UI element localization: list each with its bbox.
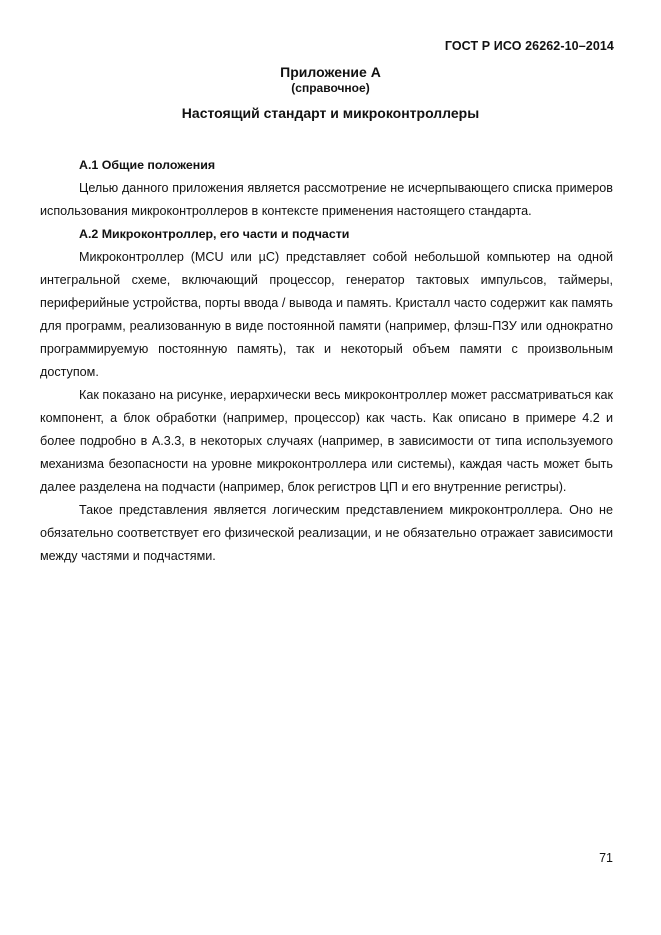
section-a1	[40, 154, 613, 223]
page-number: 71	[599, 851, 613, 865]
paragraph: Такое представления является логическим представлением микроконтроллера. Оно не обязательно соответствует его физической реализации, и не обязательно отражает зависимости между частями и подчастями.	[40, 503, 613, 563]
paragraph: Как показано на рисунке, иерархически весь микроконтроллер может рассматриваться как компонент, а блок обработки (например, процессор) как часть. Как описано в примере 4.2 и более подробно в А.3.3, в некоторых случаях (например, в зависимости от типа используемого механизма безопасности на уровне микроконтроллера или системы), каждая часть может быть далее разделена на подчасти (например, блок регистров ЦП и его внутренние регистры).	[40, 388, 613, 494]
section-title: А.2 Микроконтроллер, его части и подчасти	[79, 227, 350, 241]
section-title: А.1 Общие положения	[79, 158, 216, 172]
annex-title: Приложение А	[280, 64, 381, 80]
annex-heading: Настоящий стандарт и микроконтроллеры	[181, 105, 480, 121]
paragraph: Микроконтроллер (MCU или µC) представляет собой небольшой компьютер на одной интегральной схеме, включающий процессор, генератор тактовых импульсов, таймеры, периферийные устройства, порты ввода / вывода и память. Кристалл часто содержит как память для программ, реализованную в виде постоянной памяти (например, флэш-ПЗУ или однократно программируемую постоянную память), так и некоторый объем памяти с произвольным доступом.	[40, 250, 613, 379]
section-a2	[40, 223, 613, 568]
paragraph: Целью данного приложения является рассмотрение не исчерпывающего списка примеров использования микроконтроллеров в контексте применения настоящего стандарта.	[40, 181, 613, 218]
annex-subtitle: (справочное)	[291, 81, 370, 95]
document-body	[40, 154, 613, 568]
standard-code: ГОСТ Р ИСО 26262-10–2014	[444, 39, 614, 53]
